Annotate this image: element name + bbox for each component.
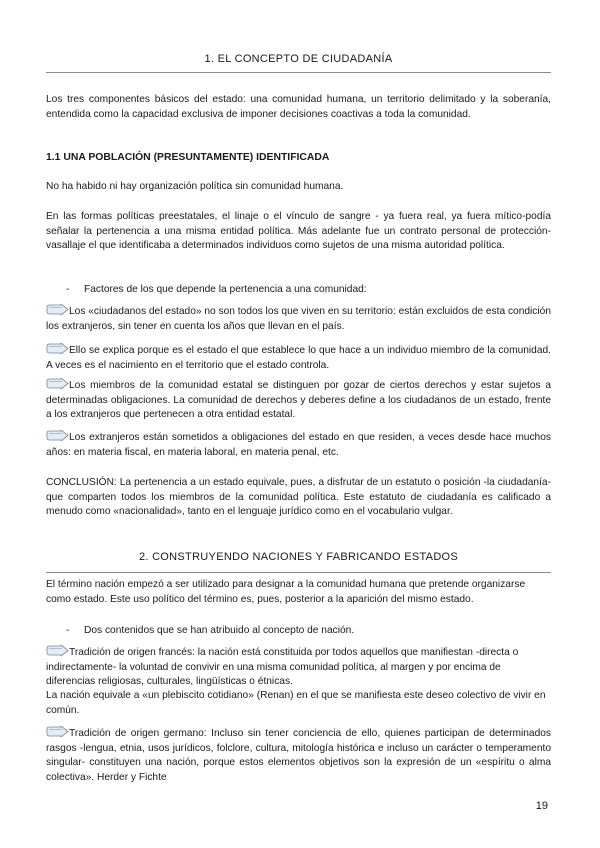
item-tradicion-francesa-text: Tradición de origen francés: la nación está constituida por todos aquellos que manifiestan -directa o indirectamente- la voluntad de convivir en una misma comunidad política, al margen y por encima de diferencias religiosas, culturales, lingüísticas o étnicas. [46, 647, 519, 688]
paragraph-formas-preestatales: En las formas políticas preestatales, el linaje o el vínculo de sangre - ya fuera real, ya fuera mítico-podía señalar la pertenencia a una misma entidad política. Más adelante fue un contrato personal de protección-vasallaje el que identificaba a determinados individuos como sujetos de una misma autoridad política. [46, 211, 551, 252]
dash-marker: - [66, 284, 70, 295]
subheading-1-1: 1.1 UNA POBLACIÓN (PRESUNTAMENTE) IDENTIFICADA [46, 152, 330, 163]
item-ciudadanos-text: Los «ciudadanos del estado» no son todos los que viven en su territorio: están excluidos de esta condición los extranjeros, sin tener en cuenta los años que llevan en el país. [46, 306, 551, 332]
item-ello-text: Ello se explica porque es el estado el que establece lo que hace a un individuo miembro de la comunidad. A veces es el nacimiento en el territorio que el estado controla. [46, 345, 551, 371]
paragraph-plebiscito: La nación equivale a «un plebiscito cotidiano» (Renan) en el que se manifiesta este deseo colectivo de vivir en común. [46, 690, 546, 716]
section-2-rule [46, 572, 551, 573]
item-tradicion-francesa [46, 645, 551, 690]
item-tradicion-germana-text: Tradición de origen germano: Incluso sin tener conciencia de ello, quienes participan de determinados rasgos -lengua, etnia, usos jurídicos, folclore, cultura, mitología histórica e incluso un carácter o temperamento singular- constituyen una nación, porque estos elementos objetivos son la expresión de un «espíritu o alma colectiva». Herder y Fichte [46, 728, 551, 783]
item-ello-se-explica [46, 343, 551, 373]
item-ciudadanos-del-estado [46, 304, 551, 334]
section-1-rule [46, 72, 551, 73]
paragraph-termino-nacion: El término nación empezó a ser utilizado para designar a la comunidad humana que pretende organizarse como estado. Este uso político del término es, pues, posterior a la aparición del mismo estado. [46, 579, 526, 605]
bullet-factores-text: Factores de los que depende la pertenencia a una comunidad: [84, 284, 367, 295]
bullet-dos-contenidos [66, 624, 354, 639]
conclusion-text: La pertenencia a un estado equivale, pues, a disfrutar de un estatuto o posición -la ciudadanía- que comparten todos los miembros de la comunidad política. Este estatuto de ciudadanía es calificado a menudo como «nacionalidad», tanto en el lenguaje jurídico como en el vocabulario vulgar. [46, 477, 551, 518]
conclusion-paragraph [46, 476, 551, 520]
arrow-icon [46, 378, 69, 389]
item-miembros-comunidad [46, 378, 551, 423]
bullet-factores [66, 283, 367, 298]
intro-paragraph: Los tres componentes básicos del estado: una comunidad humana, un territorio delimitado y la soberanía, entendida como la capacidad exclusiva de imponer decisiones coactivas a toda la comunidad. [46, 94, 551, 120]
arrow-icon [46, 343, 69, 354]
item-tradicion-germana [46, 726, 551, 785]
arrow-icon [46, 645, 69, 656]
item-miembros-text: Los miembros de la comunidad estatal se distinguen por gozar de ciertos derechos y estar sujetos a determinadas obligaciones. La comunidad de derechos y deberes define a los ciudadanos de un estado, frente a los extranjeros que pertenecen a otra entidad estatal. [46, 380, 551, 421]
paragraph-no-organizacion: No ha habido ni hay organización política sin comunidad humana. [46, 181, 344, 192]
item-extranjeros [46, 430, 551, 460]
item-extranjeros-text: Los extranjeros están sometidos a obligaciones del estado en que residen, a veces desde hace muchos años: en materia fiscal, en materia laboral, en materia penal, etc. [46, 432, 551, 458]
bullet-dos-contenidos-text: Dos contenidos que se han atribuido al concepto de nación. [84, 625, 355, 636]
dash-marker: - [66, 625, 70, 636]
section-1-title: 1. EL CONCEPTO DE CIUDADANÍA [204, 53, 393, 65]
arrow-icon [46, 726, 69, 737]
arrow-icon [46, 430, 69, 441]
section-2-title: 2. CONSTRUYENDO NACIONES Y FABRICANDO ESTADOS [138, 551, 459, 563]
page-number: 19 [535, 800, 548, 812]
arrow-icon [46, 304, 69, 315]
conclusion-label: CONCLUSIÓN: [46, 477, 117, 488]
